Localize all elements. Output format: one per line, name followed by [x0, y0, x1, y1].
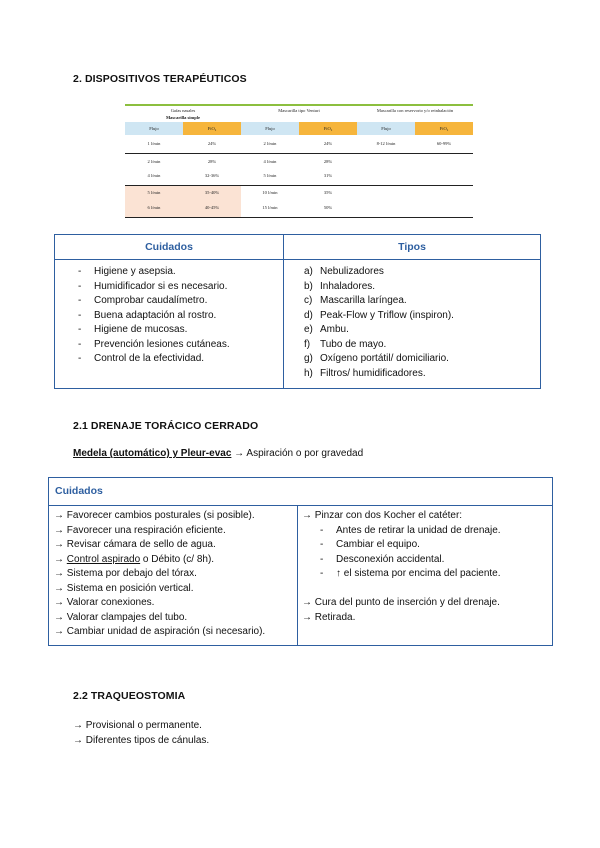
table-cell: 24%	[323, 141, 333, 146]
table-cell: 5 l/min	[263, 173, 277, 178]
list-item: → Control aspirado o Débito (c/ 8h).	[54, 553, 215, 565]
col-label: Flujo	[125, 122, 183, 135]
list-item: - Prevención lesiones cutáneas.	[78, 338, 230, 350]
table-cell: 4 l/min	[147, 173, 161, 178]
table-cell: 8-12 l/min	[376, 141, 396, 146]
list-item: - Buena adaptación al rostro.	[78, 309, 217, 321]
list-item: → Retirada.	[302, 611, 356, 623]
table-cell: 4 l/min	[263, 159, 277, 164]
list-item: → Revisar cámara de sello de agua.	[54, 539, 216, 550]
table-cell: 5 l/min	[125, 186, 183, 199]
list-item: → Cura del punto de inserción y del drenaje.	[302, 597, 500, 608]
list-item: - Comprobar caudalímetro.	[78, 295, 208, 306]
list-item: → Sistema por debajo del tórax.	[54, 568, 197, 579]
list-item: → Valorar conexiones.	[54, 597, 155, 608]
section-title: 2. DISPOSITIVOS TERAPÉUTICOS	[73, 73, 247, 85]
list-item: e) Ambu.	[304, 324, 349, 335]
table-cell: 40-45%	[183, 199, 241, 217]
list-item: - Higiene de mucosas.	[78, 324, 188, 335]
list-item: a) Nebulizadores	[304, 266, 384, 277]
cuidados-header: Cuidados	[145, 241, 193, 253]
col-label: Flujo	[357, 122, 415, 135]
oxygen-devices-table-image	[125, 104, 473, 218]
drenaje-title: 2.1 DRENAJE TORÁCICO CERRADO	[73, 420, 259, 432]
drenaje-subtitle: Medela (automático) y Pleur-evac → Aspiración o por gravedad	[73, 448, 364, 459]
list-item: b) Inhaladores.	[304, 280, 376, 292]
list-item: → Cambiar unidad de aspiración (si necesario).	[54, 626, 266, 637]
col-label: FiO₂	[299, 122, 357, 135]
table-cell: 35-40%	[183, 186, 241, 199]
table-cell: 32-36%	[204, 173, 220, 178]
table-cell: 31%	[323, 173, 333, 178]
table-cell: 2 l/min	[263, 141, 277, 146]
list-item: g) Oxígeno portátil/ domiciliario.	[304, 353, 449, 364]
list-item: → Pinzar con dos Kocher el catéter:	[302, 510, 463, 521]
group-header: Gafas nasales Mascarilla simple	[165, 108, 201, 120]
table-cell: 35%	[323, 190, 333, 195]
drenaje-cuidados-header: Cuidados	[55, 485, 103, 497]
col-label: Flujo	[241, 122, 299, 135]
table-cell: 28%	[207, 159, 217, 164]
traqueostomia-title: 2.2 TRAQUEOSTOMIA	[73, 690, 186, 702]
list-item: - Higiene y asepsia.	[78, 266, 176, 277]
list-item: - ↑ el sistema por encima del paciente.	[320, 568, 501, 579]
tipos-list	[304, 265, 454, 381]
list-item: h) Filtros/ humidificadores.	[304, 367, 426, 379]
list-item: → Favorecer cambios posturales (si posible).	[54, 510, 255, 521]
drenaje-left-list	[54, 509, 265, 640]
table-cell: 60-99%	[436, 141, 452, 146]
col-label: FiO₂	[415, 122, 473, 135]
list-item: d) Peak-Flow y Triflow (inspiron).	[304, 309, 454, 321]
list-item: - Humidificador si es necesario.	[78, 280, 228, 292]
drenaje-right-list	[302, 509, 501, 625]
list-item: → Valorar clampajes del tubo.	[54, 611, 188, 623]
table-cell: 15 l/min	[262, 205, 278, 210]
traqueostomia-line: → Provisional o permanente.	[73, 720, 202, 731]
group-header: Mascarilla con reservorio y/o reinhalación	[376, 108, 454, 113]
list-item: - Desconexión accidental.	[320, 553, 445, 565]
group-header: Mascarilla tipo Venturi	[278, 108, 320, 113]
table-cell: 10 l/min	[262, 190, 278, 195]
drenaje-cuidados-table	[48, 477, 553, 646]
col-label: FiO₂	[183, 122, 241, 135]
tipos-header: Tipos	[398, 241, 426, 253]
table-cell: 6 l/min	[125, 199, 183, 217]
table-cell: 1 l/min	[147, 141, 161, 146]
table-cell: 2 l/min	[147, 159, 161, 164]
traqueostomia-line: → Diferentes tipos de cánulas.	[73, 735, 210, 746]
list-item: → Sistema en posición vertical.	[54, 582, 194, 594]
list-item: - Cambiar el equipo.	[320, 539, 420, 550]
list-item: - Control de la efectividad.	[78, 353, 205, 364]
list-item: c) Mascarilla laríngea.	[304, 295, 407, 306]
cuidados-list	[78, 265, 230, 367]
list-item: f) Tubo de mayo.	[304, 338, 387, 350]
list-item: → Favorecer una respiración eficiente.	[54, 524, 226, 536]
list-item: - Antes de retirar la unidad de drenaje.	[320, 524, 501, 536]
table-cell: 28%	[323, 159, 333, 164]
cuidados-tipos-table	[54, 234, 541, 389]
table-cell: 50%	[323, 205, 333, 210]
table-cell: 24%	[207, 141, 217, 146]
